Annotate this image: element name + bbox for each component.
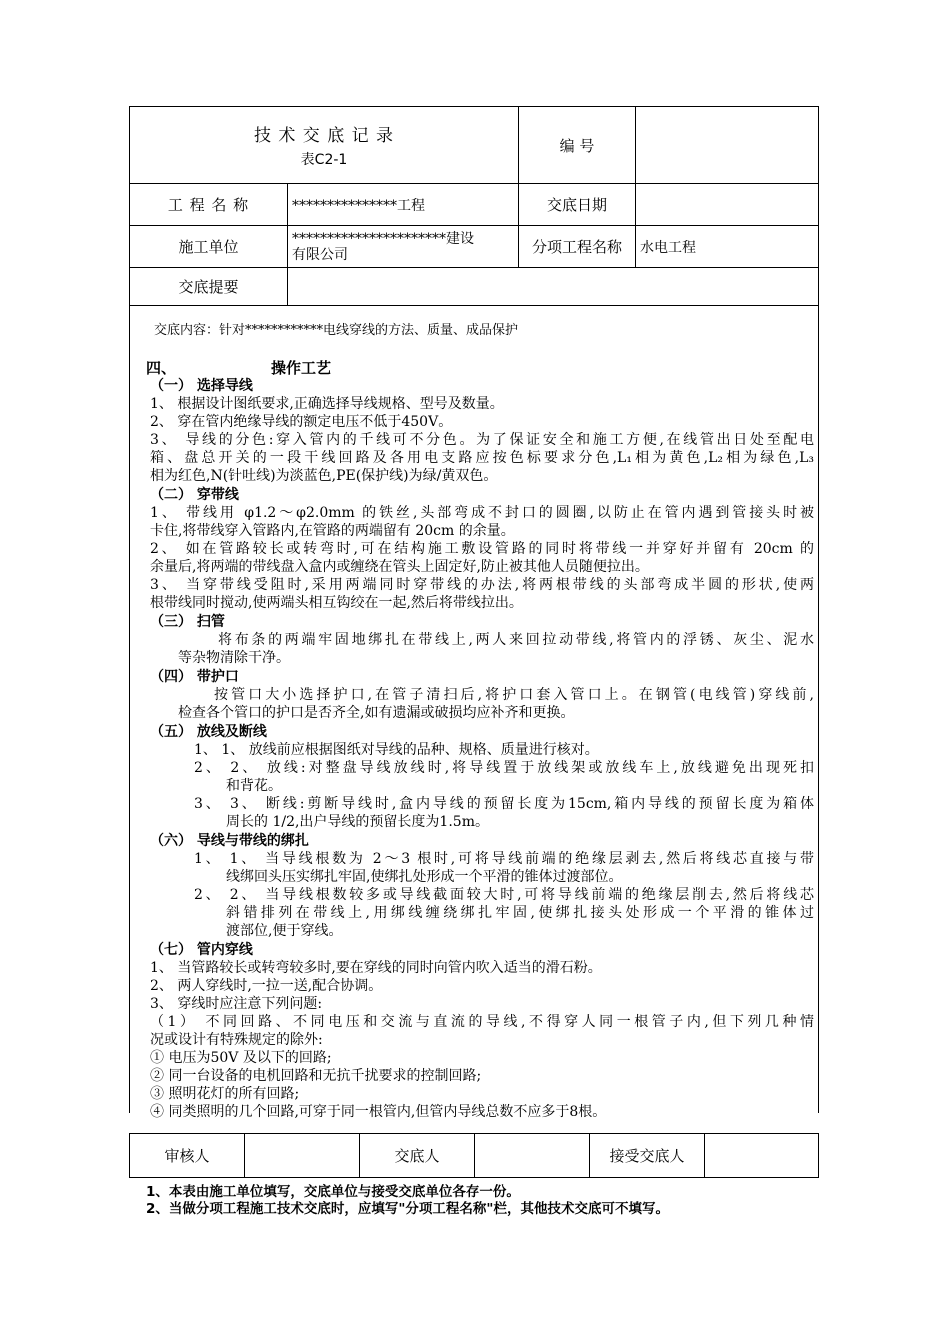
subsection-heading: （六） 导线与带线的绑扎 [150, 833, 309, 849]
body-text-line: 根带线同时搅动,使两端头相互钩绞在一起,然后将带线拉出。 [150, 595, 523, 611]
date-label: 交底日期 [518, 183, 636, 226]
number-label: 编 号 [518, 106, 636, 184]
body-text-line: 况或设计有特殊规定的除外: [150, 1032, 323, 1048]
signature-table [129, 1133, 819, 1178]
body-text-line: （1） 不同回路、不同电压和交流与直流的导线,不得穿人同一根管子内,但下列几种情 [150, 1014, 814, 1030]
number-value[interactable] [635, 106, 819, 184]
body-text-line: 3、 穿线时应注意下列问题: [150, 996, 323, 1012]
body-text-line: 等杂物清除干净。 [178, 650, 290, 666]
body-text-line: 检查各个管口的护口是否齐全,如有遗漏或破损均应补齐和更换。 [178, 705, 575, 721]
unit-label: 施工单位 [129, 225, 288, 268]
body-text-line: 2、 穿在管内绝缘导线的额定电压不低于450V。 [150, 414, 453, 430]
body-text-line: 1、 1、 放线前应根据图纸对导线的品种、规格、质量进行核对。 [194, 742, 599, 758]
body-text-line: 1、 带线用 φ1.2～φ2.0mm 的铁丝,头部弯成不封口的圆圈,以防止在管内遇到管接头时被 [150, 505, 814, 521]
body-text-line: 1、 1、 当导线根数为 2～3 根时,可将导线前端的绝缘层剥去,然后将线芯直接与带 [194, 851, 814, 867]
body-text-line: 2、 2、 当导线根数较多或导线截面较大时,可将导线前端的绝缘层削去,然后将线芯 [194, 887, 814, 903]
discloser-value[interactable] [474, 1133, 590, 1178]
subsection-heading: （一） 选择导线 [150, 378, 253, 394]
unit-value-line1: **********************建设 [292, 230, 474, 247]
body-text-line: 周长的 1/2,出户导线的预留长度为1.5m。 [226, 814, 489, 830]
unit-value-line2: 有限公司 [292, 246, 348, 263]
form-code: 表C2-1 [300, 152, 348, 168]
receiver-value[interactable] [704, 1133, 819, 1178]
body-text-line: 相为红色,N(针吐线)为淡蓝色,PE(保护线)为绿/黄双色。 [150, 468, 498, 484]
body-text-line: 2、 两人穿线时,一拉一送,配合协调。 [150, 978, 383, 994]
body-text-line: 余量后,将两端的带线盘入盒内或缠绕在管头上固定好,防止被其他人员随便拉出。 [150, 559, 649, 575]
body-text-line: 1、 当管路较长或转弯较多时,要在穿线的同时向管内吹入适当的滑石粉。 [150, 960, 602, 976]
body-text-line: 按管口大小选择护口,在管子清扫后,将护口套入管口上。在钢管(电线管)穿线前, [214, 687, 814, 703]
section-number: 四、 [146, 359, 177, 377]
receiver-label: 接受交底人 [589, 1133, 705, 1178]
body-text-line: 和背花。 [226, 778, 282, 794]
subsection-heading: （七） 管内穿线 [150, 942, 253, 958]
body-text-line: 卡住,将带线穿入管路内,在管路的两端留有 20cm 的余量。 [150, 523, 515, 539]
summary-value[interactable] [287, 267, 819, 306]
date-value[interactable] [635, 183, 819, 226]
project-name-label: 工 程 名 称 [129, 183, 288, 226]
body-text-line: 2、 2、 放线:对整盘导线放线时,将导线置于放线架或放线车上,放线避免出现死扣 [194, 760, 814, 776]
body-text-line: 3、 导线的分色:穿入管内的千线可不分色。为了保证安全和施工方便,在线管出日处至配电 [150, 432, 814, 448]
body-text-line: 3、 当穿带线受阻时,采用两端同时穿带线的办法,将两根带线的头部弯成半圆的形状,使两 [150, 577, 814, 593]
subsection-heading: （四） 带护口 [150, 669, 239, 685]
title-cell [129, 106, 519, 184]
reviewer-value[interactable] [244, 1133, 360, 1178]
body-text-line: 将布条的两端牢固地绑扎在带线上,两人来回拉动带线,将管内的浮锈、灰尘、泥水 [218, 632, 814, 648]
discloser-label: 交底人 [359, 1133, 475, 1178]
intro-line: 交底内容：针对************电线穿线的方法、质量、成品保护 [154, 323, 519, 338]
body-text-line: ① 电压为50V 及以下的回路; [150, 1050, 332, 1066]
body-text-line: 斜错排列在带线上,用绑线缠绕绑扎牢固,使绑扎接头处形成一个平滑的锥体过 [226, 905, 814, 921]
note-2: 2、当做分项工程施工技术交底时，应填写"分项工程名称"栏，其他技术交底可不填写。 [146, 1201, 669, 1217]
body-text-line: 1、 根据设计图纸要求,正确选择导线规格、型号及数量。 [150, 396, 504, 412]
body-text-line: 2、 如在管路较长或转弯时,可在结构施工敷设管路的同时将带线一并穿好并留有 20cm 的 [150, 541, 814, 557]
body-text-line: 3、 3、 断线:剪断导线时,盒内导线的预留长度为15cm,箱内导线的预留长度为箱体 [194, 796, 814, 812]
body-text-line: 渡部位,便于穿线。 [226, 923, 343, 939]
subproject-label: 分项工程名称 [518, 225, 636, 268]
subsection-heading: （二） 穿带线 [150, 487, 239, 503]
body-text-line: 线绑回头压实绑扎牢固,使绑扎处形成一个平滑的锥体过渡部位。 [226, 869, 623, 885]
disclosure-content [129, 305, 819, 1120]
body-text-line: ③ 照明花灯的所有回路; [150, 1086, 300, 1102]
unit-value[interactable] [287, 225, 519, 268]
note-1: 1、本表由施工单位填写，交底单位与接受交底单位各存一份。 [146, 1184, 520, 1200]
section-title: 操作工艺 [271, 359, 332, 377]
reviewer-label: 审核人 [129, 1133, 245, 1178]
body-text-line: ④ 同类照明的几个回路,可穿于同一根管内,但管内导线总数不应多于8根。 [150, 1104, 607, 1120]
subsection-heading: （三） 扫管 [150, 614, 225, 630]
header-table [129, 106, 819, 306]
subproject-value[interactable]: 水电工程 [635, 225, 819, 268]
subsection-heading: （五） 放线及断线 [150, 724, 267, 740]
document-title: 技 术 交 底 记 录 [253, 126, 395, 146]
body-text-line: ② 同一台设备的电机回路和无抗千扰要求的控制回路; [150, 1068, 482, 1084]
summary-label: 交底提要 [129, 267, 288, 306]
body-text-line: 箱、盘总开关的一段干线回路及各用电支路应按色标要求分色,L₁相为黄色,L₂相为绿色,L₃ [150, 450, 814, 466]
project-name-value[interactable]: ***************工程 [287, 183, 519, 226]
